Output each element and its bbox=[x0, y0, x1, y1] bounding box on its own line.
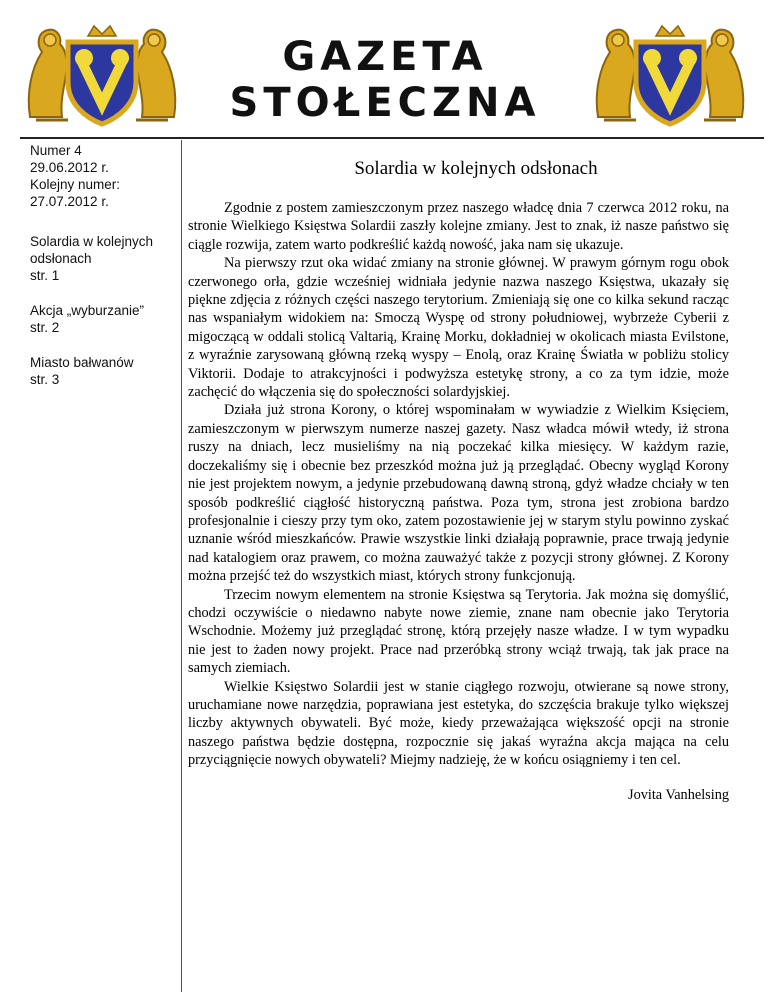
issue-number: Numer 4 bbox=[30, 143, 82, 158]
toc-item-title: Akcja „wyburzanie” bbox=[30, 303, 145, 318]
article-paragraph: Zgodnie z postem zamieszczonym przez naszego władcę dnia 7 czerwca 2012 roku, na stronie Wielkiego Księstwa Solardii zaszły kolejne zmiany. Jest to znak, iż nasze państwo się ciągle rozwija, zatem warto podkreślić każdą nowość, jaka nam się ukazuje. bbox=[188, 200, 729, 253]
next-issue-label: Kolejny numer: bbox=[30, 177, 121, 192]
toc-item-page: str. 3 bbox=[30, 372, 60, 387]
lion-crest-icon bbox=[590, 22, 750, 132]
header-divider bbox=[20, 137, 764, 139]
masthead-title bbox=[200, 34, 570, 126]
article-author: Jovita Vanhelsing bbox=[628, 787, 729, 803]
toc-item[interactable] bbox=[30, 302, 180, 336]
toc-item-title: Solardia w kolejnych bbox=[30, 234, 154, 249]
toc-item-page: str. 2 bbox=[30, 320, 60, 335]
toc-item-page: str. 1 bbox=[30, 268, 60, 283]
article-paragraph: Wielkie Księstwo Solardii jest w stanie ciągłego rozwoju, otwierane są nowe strony, uruchamiane nowe narzędzia, poprawiana jest estetyka, do szczęścia brakuje tylko większej liczby aktywnych obywateli. Być może, kiedy przeważająca większość opcji na stronie naszego państwa będzie dostępna, rozpocznie się jakaś wyraźna akcja mająca na celu przyciągnięcie nowych obywateli? Miejmy nadzieję, że w końcu osiągniemy i ten cel. bbox=[188, 678, 729, 769]
toc-item[interactable] bbox=[30, 233, 180, 284]
article-paragraph: Na pierwszy rzut oka widać zmiany na stronie głównej. W prawym górnym rogu obok czerwonego orła, gdzie wcześniej widniała jedynie nazwa naszego Księstwa, ukazały się piękne zdjęcia z różnych części naszego terytorium. Zmieniają się one co kilka sekund racząc nas wspaniałym widokiem na: Smoczą Wyspę od strony południowej, wybrzeże Cyberii z migoczącą w oddali stolicą Valtarią, Krainę Morku, dokładniej w okolicach miasta Evilstone, z wyraźnie zarysowaną główną rzeką wyspy – Enolą, oraz Krainę Światła w pobliżu stolicy Viktorii. Dodaje to atrakcyjności i podwyższa estetykę strony, a co za tym idzie, może zachęcić do włączenia się do społeczności solardyjskiej. bbox=[188, 255, 729, 401]
sidebar bbox=[30, 142, 180, 388]
article-paragraph: Trzecim nowym elementem na stronie Księstwa są Terytoria. Jak można się domyślić, chodzi oczywiście o niedawno nabyte nowe ziemie, znane nam obecnie jako Terytoria Wschodnie. Możemy już przeglądać stronę, którą przejęły nasze władze. I w tym wypadku nie jest to żaden nowy projekt. Prace nad przeróbką strony wciąż trwają, tak jak prace na samych ziemiach. bbox=[188, 586, 729, 677]
article-paragraph: Działa już strona Korony, o której wspominałam w wywiadzie z Wielkim Księciem, zamieszczonym w pierwszym numerze naszej gazety. Nasz władca mówił wtedy, iż strona ruszy na dniach, lecz musieliśmy na nią poczekać kilka miesięcy. W każdym razie, doczekaliśmy się i obecnie bez przeszkód można już ją przeglądać. Obecny wygląd Korony nie jest projektem nowym, a jedynie przebudowaną dawną stroną, gdyż władze chciały w ten sposób podkreślić ciągłość historyczną państwa. Poza tym, strona jest zrobiona bardzo profesjonalnie i cieszy przy tym oko, zatem pozostawienie jej w starym stylu powinno zyskać uznanie wśród mieszkańców. Prawie wszystkie linki działają poprawnie, prace trwają jedynie nad katalogiem oraz prawem, co można zauważyć także z pozycji strony głównej. Z Korony można przejść też do wszystkich miast, których strony funkcjonują. bbox=[188, 402, 729, 585]
toc-item-title-cont: odsłonach bbox=[30, 251, 92, 266]
article-body bbox=[188, 199, 729, 770]
masthead bbox=[0, 0, 768, 140]
article-title: Solardia w kolejnych odsłonach bbox=[354, 158, 598, 179]
masthead-title-line2: STOŁECZNA bbox=[229, 80, 541, 126]
toc-item-title: Miasto bałwanów bbox=[30, 355, 134, 370]
toc-item[interactable] bbox=[30, 354, 180, 388]
next-issue-date: 27.07.2012 r. bbox=[30, 194, 109, 209]
masthead-title-line1: GAZETA bbox=[282, 34, 488, 80]
issue-date: 29.06.2012 r. bbox=[30, 160, 109, 175]
sidebar-divider bbox=[181, 140, 182, 992]
lion-crest-icon bbox=[22, 22, 182, 132]
